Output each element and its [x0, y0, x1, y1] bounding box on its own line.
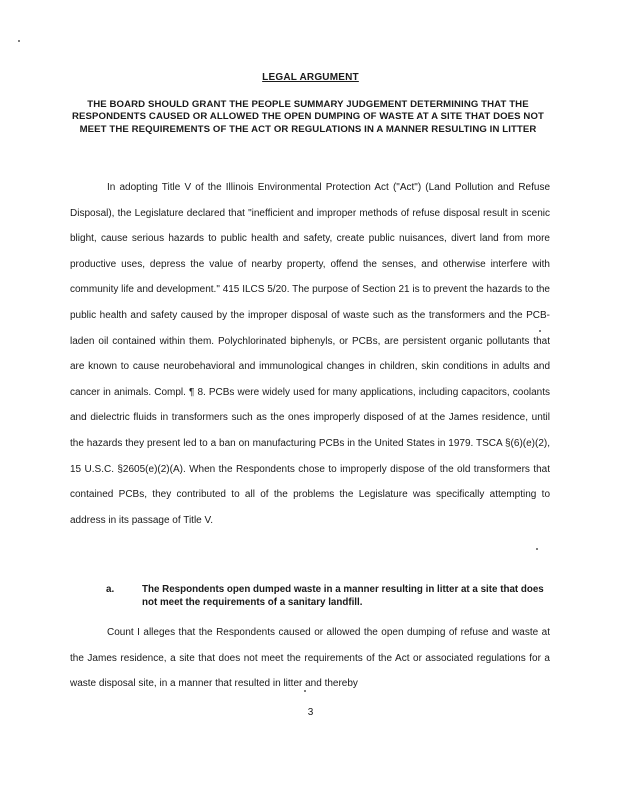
- subheading-a: [106, 584, 550, 609]
- scan-speck: [539, 330, 541, 332]
- section-title: LEGAL ARGUMENT: [262, 72, 359, 83]
- subheading-text: The Respondents open dumped waste in a manner resulting in litter at a site that does not meet the requirements of a sanitary landfill.: [142, 584, 544, 608]
- scan-speck: [536, 548, 538, 550]
- argument-heading: THE BOARD SHOULD GRANT THE PEOPLE SUMMARY JUDGEMENT DETERMINING THAT THE RESPONDENTS CAUSED OR ALLOWED THE OPEN DUMPING OF WASTE AT A SITE THAT DOES NOT MEET THE REQUIREMENTS OF THE ACT OR REGULATIONS IN A MANNER RESULTING IN LITTER: [72, 99, 544, 135]
- scan-speck: [18, 40, 20, 42]
- subheading-letter: a.: [106, 584, 115, 595]
- body-paragraph-1: In adopting Title V of the Illinois Environmental Protection Act ("Act") (Land Pollution and Refuse Disposal), the Legislature declared that "inefficient and improper methods of refuse disposal result in scenic blight, cause serious hazards to public health and safety, create public nuisances, divert land from more productive uses, depress the value of nearby property, offend the senses, and otherwise interfere with community life and development." 415 ILCS 5/20. The purpose of Section 21 is to prevent the hazards to the public health and safety caused by the improper disposal of waste such as the transformers and the PCB-laden oil contained within them. Polychlorinated biphenyls, or PCBs, are persistent organic pollutants that are known to cause neurobehavioral and immunological changes in children, skin conditions in adults and cancer in animals. Compl. ¶ 8. PCBs were widely used for many applications, including capacitors, coolants and dielectric fluids in transformers such as the ones improperly disposed of at the James residence, until the hazards they present led to a ban on manufacturing PCBs in the United States in 1979. TSCA §(6)(e)(2), 15 U.S.C. §2605(e)(2)(A). When the Respondents chose to improperly dispose of the old transformers that contained PCBs, they contributed to all of the problems the Legislature was specifically attempting to address in its passage of Title V.: [70, 182, 550, 526]
- body-paragraph-2: Count I alleges that the Respondents caused or allowed the open dumping of refuse and waste at the James residence, a site that does not meet the requirements of the Act or associated regulations for a waste disposal site, in a manner that resulted in litter and thereby: [70, 627, 550, 690]
- scan-speck: [304, 690, 306, 692]
- page-number: 3: [307, 707, 314, 718]
